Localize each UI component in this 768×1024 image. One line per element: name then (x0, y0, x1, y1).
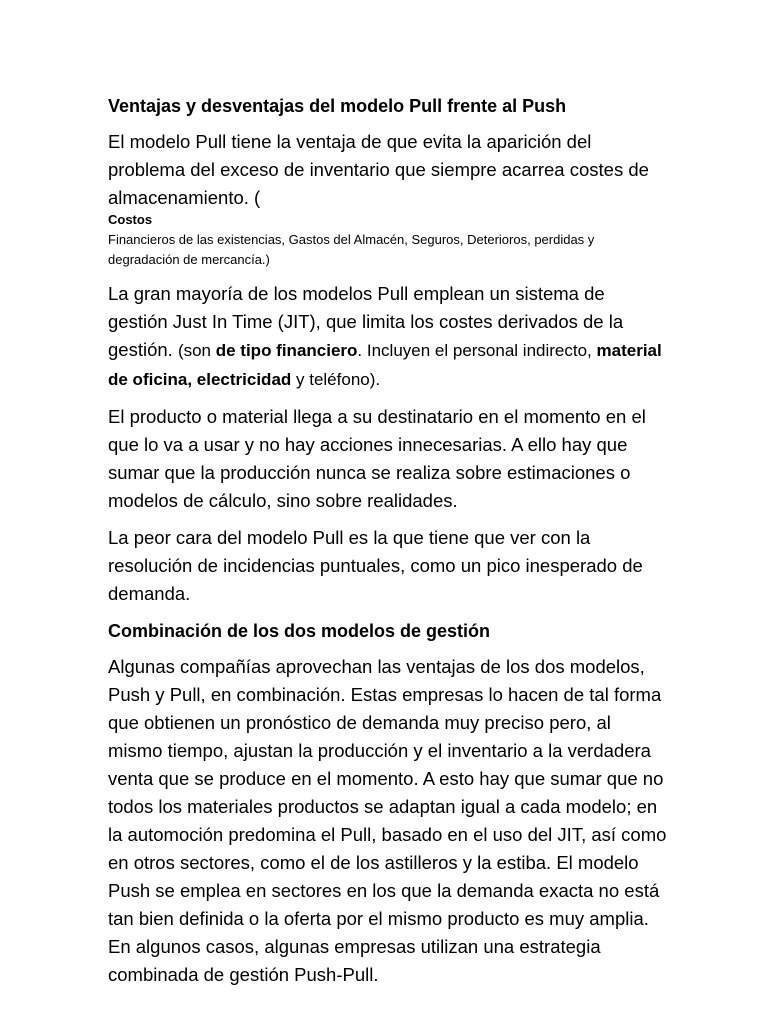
costs-list: Financieros de las existencias, Gastos del Almacén, Seguros, Deterioros, perdidas y degradación de mercancía.) (108, 232, 595, 267)
paragraph-pull-downside: La peor cara del modelo Pull es la que tiene que ver con la resolución de incidencias puntuales, como un pico inesperado de demanda. (108, 527, 643, 604)
paragraph-pull-advantage (108, 128, 668, 272)
paragraph-text: El modelo Pull tiene la ventaja de que evita la aparición del problema del exceso de inventario que siempre acarrea costes de almacenamiento. ( (108, 131, 649, 208)
paragraph-text: La gran mayoría de los modelos Pull emplean un sistema de gestión Just In Time (JIT), que limita los costes derivados de la gestión. (108, 283, 624, 360)
section-heading-combinacion: Combinación de los dos modelos de gestión (108, 621, 491, 641)
section-heading-ventajas: Ventajas y desventajas del modelo Pull frente al Push (108, 96, 567, 116)
costs-label: Costos (108, 212, 153, 227)
jit-note: (son de tipo financiero. Incluyen el personal indirecto, material de oficina, electricidad y teléfono). (108, 341, 662, 389)
paragraph-jit (108, 280, 668, 394)
document-page (108, 92, 668, 998)
paragraph-combination: Algunas compañías aprovechan las ventajas de los dos modelos, Push y Pull, en combinación. Estas empresas lo hacen de tal forma que obtienen un pronóstico de demanda muy preciso pero, al mismo tiempo, ajustan la producción y el inventario a la verdadera venta que se produce en el momento. A esto hay que sumar que no todos los materiales productos se adaptan igual a cada modelo; en la automoción predomina el Pull, basado en el uso del JIT, así como en otros sectores, como el de los astilleros y la estiba. El modelo Push se emplea en sectores en los que la demanda exacta no está tan bien definida o la oferta por el mismo producto es muy amplia. En algunos casos, algunas empresas utilizan una estrategia combinada de gestión Push-Pull. (108, 656, 667, 985)
paragraph-product-delivery: El producto o material llega a su destinatario en el momento en el que lo va a usar y no hay acciones innecesarias. A ello hay que sumar que la producción nunca se realiza sobre estimaciones o modelos de cálculo, sino sobre realidades. (108, 406, 646, 511)
